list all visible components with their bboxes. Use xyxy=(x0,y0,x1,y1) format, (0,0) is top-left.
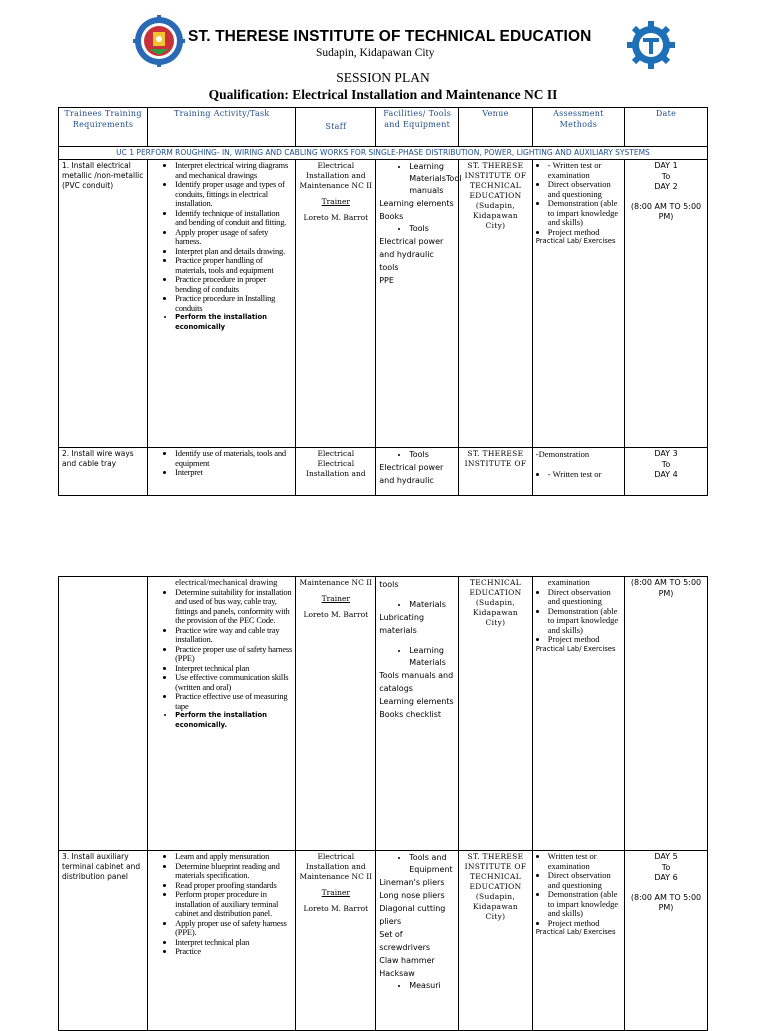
institution-name: ST. THERESE INSTITUTE OF TECHNICAL EDUCATION xyxy=(188,28,592,45)
list-item: • - Written test or examination xyxy=(548,161,621,180)
date-cell xyxy=(625,448,708,496)
table-header-row xyxy=(59,108,708,147)
trainer-label: Trainer xyxy=(321,888,350,897)
venue-cell: TECHNICAL EDUCATION (Sudapin, Kidapawan City) xyxy=(459,577,533,851)
staff-qualification: Electrical Installation and Maintenance NC II xyxy=(299,161,373,190)
list-item: • Direct observation and questioning xyxy=(548,588,621,607)
list-item: • Materials xyxy=(409,599,455,611)
list-item: • Tools xyxy=(409,449,455,461)
list-item: • Identify technique of installation and bending of conduit and fitting. xyxy=(175,209,292,228)
activity-cell xyxy=(148,448,296,496)
date-start: DAY 1 xyxy=(654,161,678,170)
assessment-cell xyxy=(532,448,624,496)
facility-text: Long nose pliers xyxy=(379,891,445,900)
institution-address: Sudapin, Kidapawan City xyxy=(316,47,435,59)
date-cell xyxy=(625,851,708,1031)
column-header: Staff xyxy=(296,108,376,147)
activity-cell xyxy=(148,577,296,851)
facility-text: Electrical power and hydraulic xyxy=(379,463,444,485)
list-item: • Practice procedure in Installing conduits xyxy=(175,294,292,313)
staff-cell xyxy=(296,851,376,1031)
assessment-cell xyxy=(532,851,624,1031)
list-item: • Interpret electrical wiring diagrams and mechanical drawings xyxy=(175,161,292,180)
list-item: • Learn and apply mensuration xyxy=(175,852,292,862)
task-cell xyxy=(59,577,148,851)
table-row xyxy=(59,577,708,851)
task-cell: 1. Install electrical metallic /non-metallic (PVC conduit) xyxy=(59,160,148,448)
practical-lab-text: Practical Lab/ Exercises xyxy=(535,928,616,936)
venue-cell: ST. THERESE INSTITUTE OF TECHNICAL EDUCATION (Sudapin, Kidapawan City) xyxy=(459,851,533,1031)
list-item: • Identify proper usage and types of conduits, fittings in electrical installation. xyxy=(175,180,292,209)
session-plan-title: SESSION PLAN xyxy=(336,70,430,85)
date-end: DAY 2 xyxy=(654,182,678,191)
trainer-name: Loreto M. Barrot xyxy=(303,213,369,222)
trainer-label: Trainer xyxy=(321,594,350,603)
school-seal-icon xyxy=(133,15,185,67)
facility-text: Hacksaw xyxy=(379,969,415,978)
list-item: • Interpret technical plan xyxy=(175,664,292,674)
facility-text: Lineman's pliers xyxy=(379,878,445,887)
facility-text: Tools manuals and catalogs xyxy=(379,671,454,693)
activity-cell xyxy=(148,851,296,1031)
list-item: • Interpret plan and details drawing. xyxy=(175,247,292,257)
qualification-title: Qualification: Electrical Installation and Maintenance NC II xyxy=(208,87,558,102)
list-item: • Demonstration (able to impart knowledge and skills) xyxy=(548,607,621,636)
list-item: • Interpret xyxy=(175,468,292,478)
facilities-cell xyxy=(376,851,459,1031)
unit-competency-row xyxy=(59,147,708,160)
assessment-cell xyxy=(532,160,624,448)
list-item: • Tools xyxy=(409,223,455,235)
column-header: Training Activity/Task xyxy=(148,108,296,147)
trainer-name: Loreto M. Barrot xyxy=(303,610,369,619)
table-row xyxy=(59,851,708,1031)
date-start: DAY 3 xyxy=(654,449,678,458)
date-start: DAY 5 xyxy=(654,852,678,861)
session-plan-table xyxy=(58,107,708,496)
trainer-name: Loreto M. Barrot xyxy=(303,904,369,913)
list-item: • Project method xyxy=(548,228,621,238)
column-header: Facilities/ Tools and Equipment xyxy=(376,108,459,147)
list-item: • Project method xyxy=(548,635,621,645)
date-time: (8:00 AM TO 5:00 PM) xyxy=(630,201,702,221)
staff-qualification: Electrical Installation and Maintenance NC II xyxy=(299,852,373,881)
facility-text: Learning elements Books checklist xyxy=(379,697,454,719)
list-item: • Practice xyxy=(175,947,292,957)
list-item: • Demonstration (able to impart knowledge and skills) xyxy=(548,890,621,919)
list-item: • Perform proper procedure in installation of auxiliary terminal cabinet and distribution panel. xyxy=(175,890,292,919)
practical-lab-text: Practical Lab/ Exercises xyxy=(535,237,616,245)
staff-cell: Electrical Electrical Installation and xyxy=(296,448,376,496)
session-plan-table-continued xyxy=(58,576,708,1031)
list-item: • - Written test or xyxy=(548,470,621,480)
list-item: • Direct observation and questioning xyxy=(548,180,621,199)
list-item: • Direct observation and questioning xyxy=(548,871,621,890)
list-item: • Determine blueprint reading and materials specification. xyxy=(175,862,292,881)
facilities-cell xyxy=(376,160,462,448)
staff-cell xyxy=(296,577,376,851)
staff-qualification: Maintenance NC II xyxy=(299,578,373,587)
list-item: • Apply proper use of safety harness (PPE). xyxy=(175,919,292,938)
list-item: • Identify use of materials, tools and equipment xyxy=(175,449,292,468)
date-time: (8:00 AM TO 5:00 PM) xyxy=(630,892,702,912)
date-to: To xyxy=(661,459,671,469)
table-row xyxy=(59,160,708,448)
facility-text: Set of screwdrivers xyxy=(379,930,431,952)
list-item: • Measuri xyxy=(409,980,455,992)
document-header xyxy=(58,10,708,70)
facility-text: Learning elements xyxy=(379,199,454,208)
list-item: • Interpret technical plan xyxy=(175,938,292,948)
list-item: • Perform the installation economically. xyxy=(175,711,292,730)
venue-cell: ST. THERESE INSTITUTE OF TECHNICAL EDUCATION (Sudapin, Kidapawan City) xyxy=(459,160,533,448)
list-item: • Practice proper handling of materials, tools and equipment xyxy=(175,256,292,275)
assessment-text: -Demonstration xyxy=(535,449,590,459)
list-item: • Learning Materials xyxy=(409,645,455,669)
date-end: DAY 6 xyxy=(654,873,678,882)
list-item: • Tools and Equipment xyxy=(409,852,455,876)
task-cell: 3. Install auxiliary terminal cabinet and distribution panel xyxy=(59,851,148,1031)
date-cell: (8:00 AM TO 5:00 PM) xyxy=(625,577,708,851)
list-item: • Practice proper use of safety harness (PPE) xyxy=(175,645,292,664)
list-item: • Demonstration (able to impart knowledge and skills) xyxy=(548,199,621,228)
list-item: • Determine suitability for installation and used of bus way, cable tray, fittings and panels, conformity with the provision of the PEC Code. xyxy=(175,588,292,626)
facility-text: Diagonal cutting pliers xyxy=(379,904,446,926)
date-end: DAY 4 xyxy=(654,470,678,479)
task-cell: 2. Install wire ways and cable tray xyxy=(59,448,148,496)
page-one xyxy=(58,10,708,485)
practical-lab-text: Practical Lab/ Exercises xyxy=(535,644,616,653)
date-to: To xyxy=(661,171,671,181)
list-item: • Project method xyxy=(548,919,621,929)
column-header: Trainees Training Requirements xyxy=(59,108,148,147)
column-header: Assessment Methods xyxy=(532,108,624,147)
list-item: • Learning MaterialsTool manuals xyxy=(409,161,455,197)
facility-text: Lubricating materials xyxy=(379,613,425,635)
venue-cell: ST. THERESE INSTITUTE OF xyxy=(459,448,533,496)
list-item: • Use effective communication skills (written and oral) xyxy=(175,673,292,692)
activity-cell xyxy=(148,160,296,448)
facilities-cell xyxy=(376,577,459,851)
activity-continued-text: electrical/mechanical drawing xyxy=(175,577,278,587)
facility-text: Electrical power and hydraulic tools xyxy=(379,237,444,272)
date-to: To xyxy=(661,862,671,872)
facility-text: Claw hammer xyxy=(379,956,435,965)
column-header: Venue xyxy=(459,108,533,147)
assessment-cell xyxy=(532,577,624,851)
unit-competency-title: UC 1 PERFORM ROUGHING- IN, WIRING AND CABLING WORKS FOR SINGLE-PHASE DISTRIBUTION, POWER, LIGHTING AND AUXILIARY SYSTEMS xyxy=(59,147,708,160)
list-item: • Read proper proofing standards xyxy=(175,881,292,891)
list-item: • Practice effective use of measuring tape xyxy=(175,692,292,711)
list-item: • Practice procedure in proper bending of conduits xyxy=(175,275,292,294)
staff-cell xyxy=(296,160,376,448)
facility-text: Books xyxy=(379,212,404,221)
facilities-cell xyxy=(376,448,459,496)
list-item: • Written test or examination xyxy=(548,852,621,871)
list-item: • Perform the installation economically xyxy=(175,313,292,332)
assessment-continued-text: examination xyxy=(547,577,590,587)
tesda-gear-icon xyxy=(626,20,676,70)
trainer-label: Trainer xyxy=(321,197,350,206)
date-cell xyxy=(625,160,708,448)
list-item: • Apply proper usage of safety harness. xyxy=(175,228,292,247)
list-item: • Practice wire way and cable tray installation. xyxy=(175,626,292,645)
facility-text: tools xyxy=(379,580,399,589)
column-header: Date xyxy=(625,108,708,147)
table-row xyxy=(59,448,708,496)
facility-text: PPE xyxy=(379,276,394,285)
